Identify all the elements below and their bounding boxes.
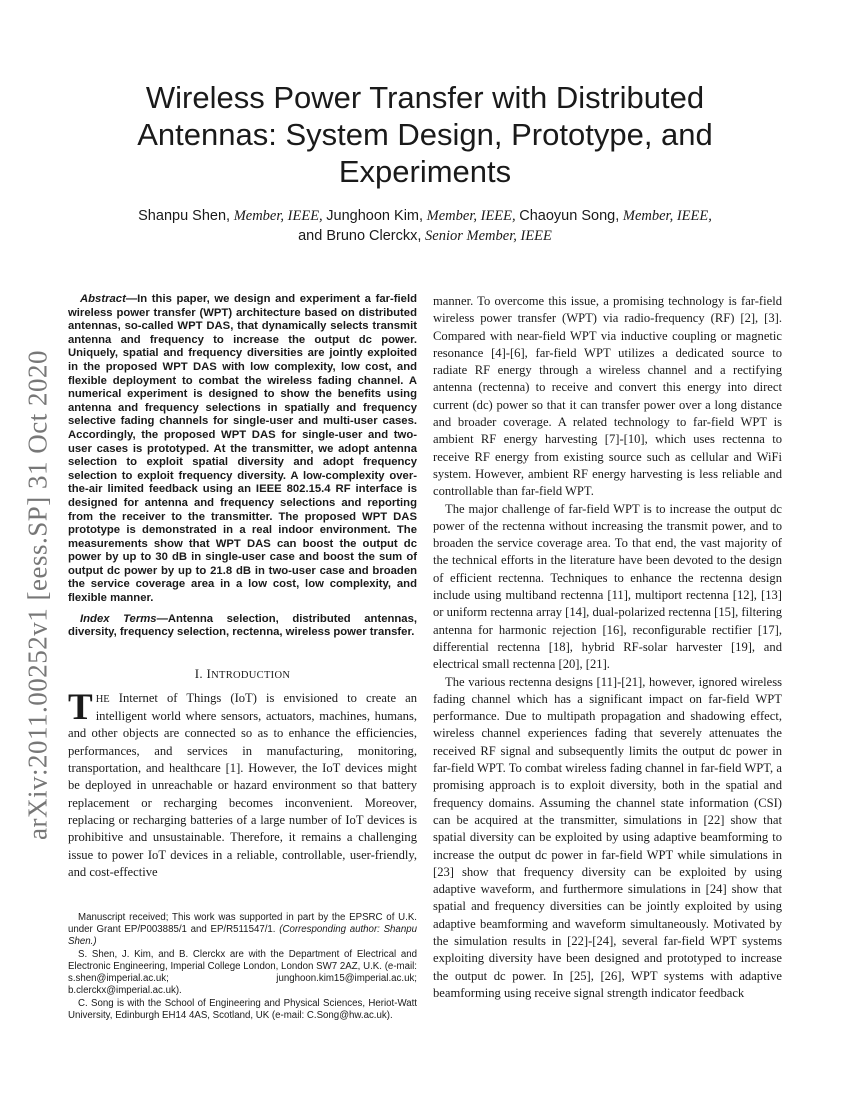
author-affiliation: Member, IEEE,: [622, 208, 712, 224]
author-affiliation: Member, IEEE,: [233, 208, 323, 224]
author-name: Chaoyun Song,: [519, 208, 620, 224]
abstract-label: Abstract: [80, 293, 126, 305]
author-affiliation: Senior Member, IEEE: [425, 228, 552, 244]
index-terms-text: —Antenna selection, distributed antennas, diversity, frequency selection, rectenna, wireless power transfer.: [68, 612, 417, 639]
footnote-affiliation: C. Song is with the School of Engineering and Physical Sciences, Heriot-Watt University, Edinburgh EH14 4AS, Scotland, UK (e-mail: C.Song@hw.ac.uk).: [68, 998, 417, 1021]
abstract: [68, 293, 417, 606]
author-affiliation: Member, IEEE,: [426, 208, 516, 224]
intro-paragraph: THE Internet of Things (IoT) is envisioned to create an intelligent world where sensors, actuators, machines, humans, and other objects are connected so as to enhance the efficiencies, performances, and services in manufacturing, monitoring, transportation, and healthcare [1]. However, the IoT devices might be deployed in unreachable or hazard environment so that battery replacement or recharging becomes inconvenient. Moreover, replacing or recharging batteries of a large number of IoT devices is prohibitive and unsustainable. Therefore, it remains a challenging issue to power IoT devices in a reliable, controllable, user-friendly, and cost-effective: [68, 686, 417, 879]
index-terms: [68, 613, 417, 640]
arxiv-identifier: arXiv:2011.00252v1 [eess.SP] 31 Oct 2020: [22, 350, 53, 840]
left-column: [68, 293, 417, 881]
footnote-funding: Manuscript received; This work was supported in part by the EPSRC of U.K. under Grant EP/P003885/1 and EP/R511547/1. (Corresponding author: Shanpu Shen.): [68, 912, 417, 947]
footnote-affiliation: S. Shen, J. Kim, and B. Clerckx are with the Department of Electrical and Electronic Engineering, Imperial College London, London SW7 2AZ, U.K. (e-mail: s.shen@imperial.ac.uk; junghoon.kim15@imperial.ac.uk; b.clerckx@imperial.ac.uk).: [68, 949, 417, 996]
drop-cap: T: [68, 686, 93, 728]
body-paragraph: manner. To overcome this issue, a promising technology is far-field wireless power transfer (WPT) via radio-frequency (RF) [2], [3]. Compared with near-field WPT via inductive coupling or magnetic resonance [4]-[6], far-field WPT utilizes a dedicated source to radiate RF energy through a wireless channel and a rectifying antenna (rectenna) to receive and convert this energy into direct current (dc) power so that it can transfer power over a long distance and broader coverage. A related technology to far-field WPT is ambient RF energy harvesting [7]-[10], which uses rectenna to receive RF energy from existing source such as cellular and WiFi system. However, ambient RF energy harvesting is less reliable and controllable than far-field WPT.: [433, 294, 782, 499]
paper-title: Wireless Power Transfer with Distributed Antennas: System Design, Prototype, and Experiments: [137, 80, 713, 189]
right-column: [433, 293, 782, 1002]
author-name: Shanpu Shen,: [138, 208, 231, 224]
body-paragraph: The various rectenna designs [11]-[21], however, ignored wireless fading channel which has a significant impact on far-field WPT performance. Due to multipath propagation and shadowing effect, wireless channel experiences fading that severely attenuates the received RF signal and subsequently limits the output dc power in far-field WPT. To combat wireless fading channel in far-field WPT, a promising approach is to exploit diversity, both in the spatial and frequency domains. Assuming the channel state information (CSI) can be acquired at the transmitter, simulations in [22] show that spatial diversity can be exploited by using adaptive beamforming to increase the output dc power in far-field WPT while simulations in [23] show that frequency diversity can be exploited by using adaptive waveform, and furthermore simulations in [24] show that spatial and frequency diversities can be jointly exploited by using adaptive beamforming and waveform simultaneously. Motivated by the simulation results in [22]-[24], several far-field WPT systems exploiting diversity have been designed and prototyped to increase the output dc power. In [25], [26], WPT systems with adaptive beamforming using receive signal strength indicator feedback: [433, 674, 782, 1000]
author-name: and Bruno Clerckx,: [298, 228, 422, 244]
arxiv-stamp: [18, 295, 58, 895]
author-name: Junghoon Kim,: [326, 208, 424, 224]
author-list: [90, 206, 760, 246]
index-terms-label: Index Terms: [80, 612, 157, 625]
body-paragraph: The major challenge of far-field WPT is to increase the output dc power of the rectenna without increasing the transmit power, and to broaden the service coverage area. To that end, the vast majority of the technical efforts in the literature have been devoted to the design of efficient rectenna. Techniques to enhance the rectenna design include using multiband rectenna [11], multiport rectenna [12], [13] or uniform rectenna array [14], dual-polarized rectenna [15], filtering antenna for harmonic rejection [16], reconfigurable rectifier [17], differential rectenna [18], hybrid RF-solar harvester [19], and electrical small rectenna [20], [21].: [433, 501, 782, 672]
footnotes: [68, 912, 417, 1023]
section-heading: I. INTRODUCTION: [194, 665, 291, 681]
abstract-text: —In this paper, we design and experiment a far-field wireless power transfer (WPT) architecture based on distributed antennas, so-called WPT DAS, that dynamically selects transmit antenna and frequency to increase the output dc power. Uniquely, spatial and frequency diversities are jointly exploited in the proposed WPT DAS with low complexity, low cost, and flexible deployment to combat the wireless fading channel. A numerical experiment is designed to show the benefits using antenna and frequency selections in spatially and frequency selective fading channels for single-user and multi-user cases. Accordingly, the proposed WPT DAS for single-user and two-user cases is prototyped. At the transmitter, we adopt antenna selection to exploit spatial diversity and adopt frequency selection to exploit frequency diversity. A low-complexity over-the-air limited feedback using an IEEE 802.15.4 RF interface is designed for antenna and frequency selections and reporting from the receiver to the transmitter. The proposed WPT DAS prototype is demonstrated in a real indoor environment. The measurements show that WPT DAS can boost the output dc power by up to 30 dB in single-user case and boost the sum of output dc power by up to 21.8 dB in two-user case and broaden the service coverage area in a low cost, low complexity, and flexible manner.: [68, 293, 417, 605]
